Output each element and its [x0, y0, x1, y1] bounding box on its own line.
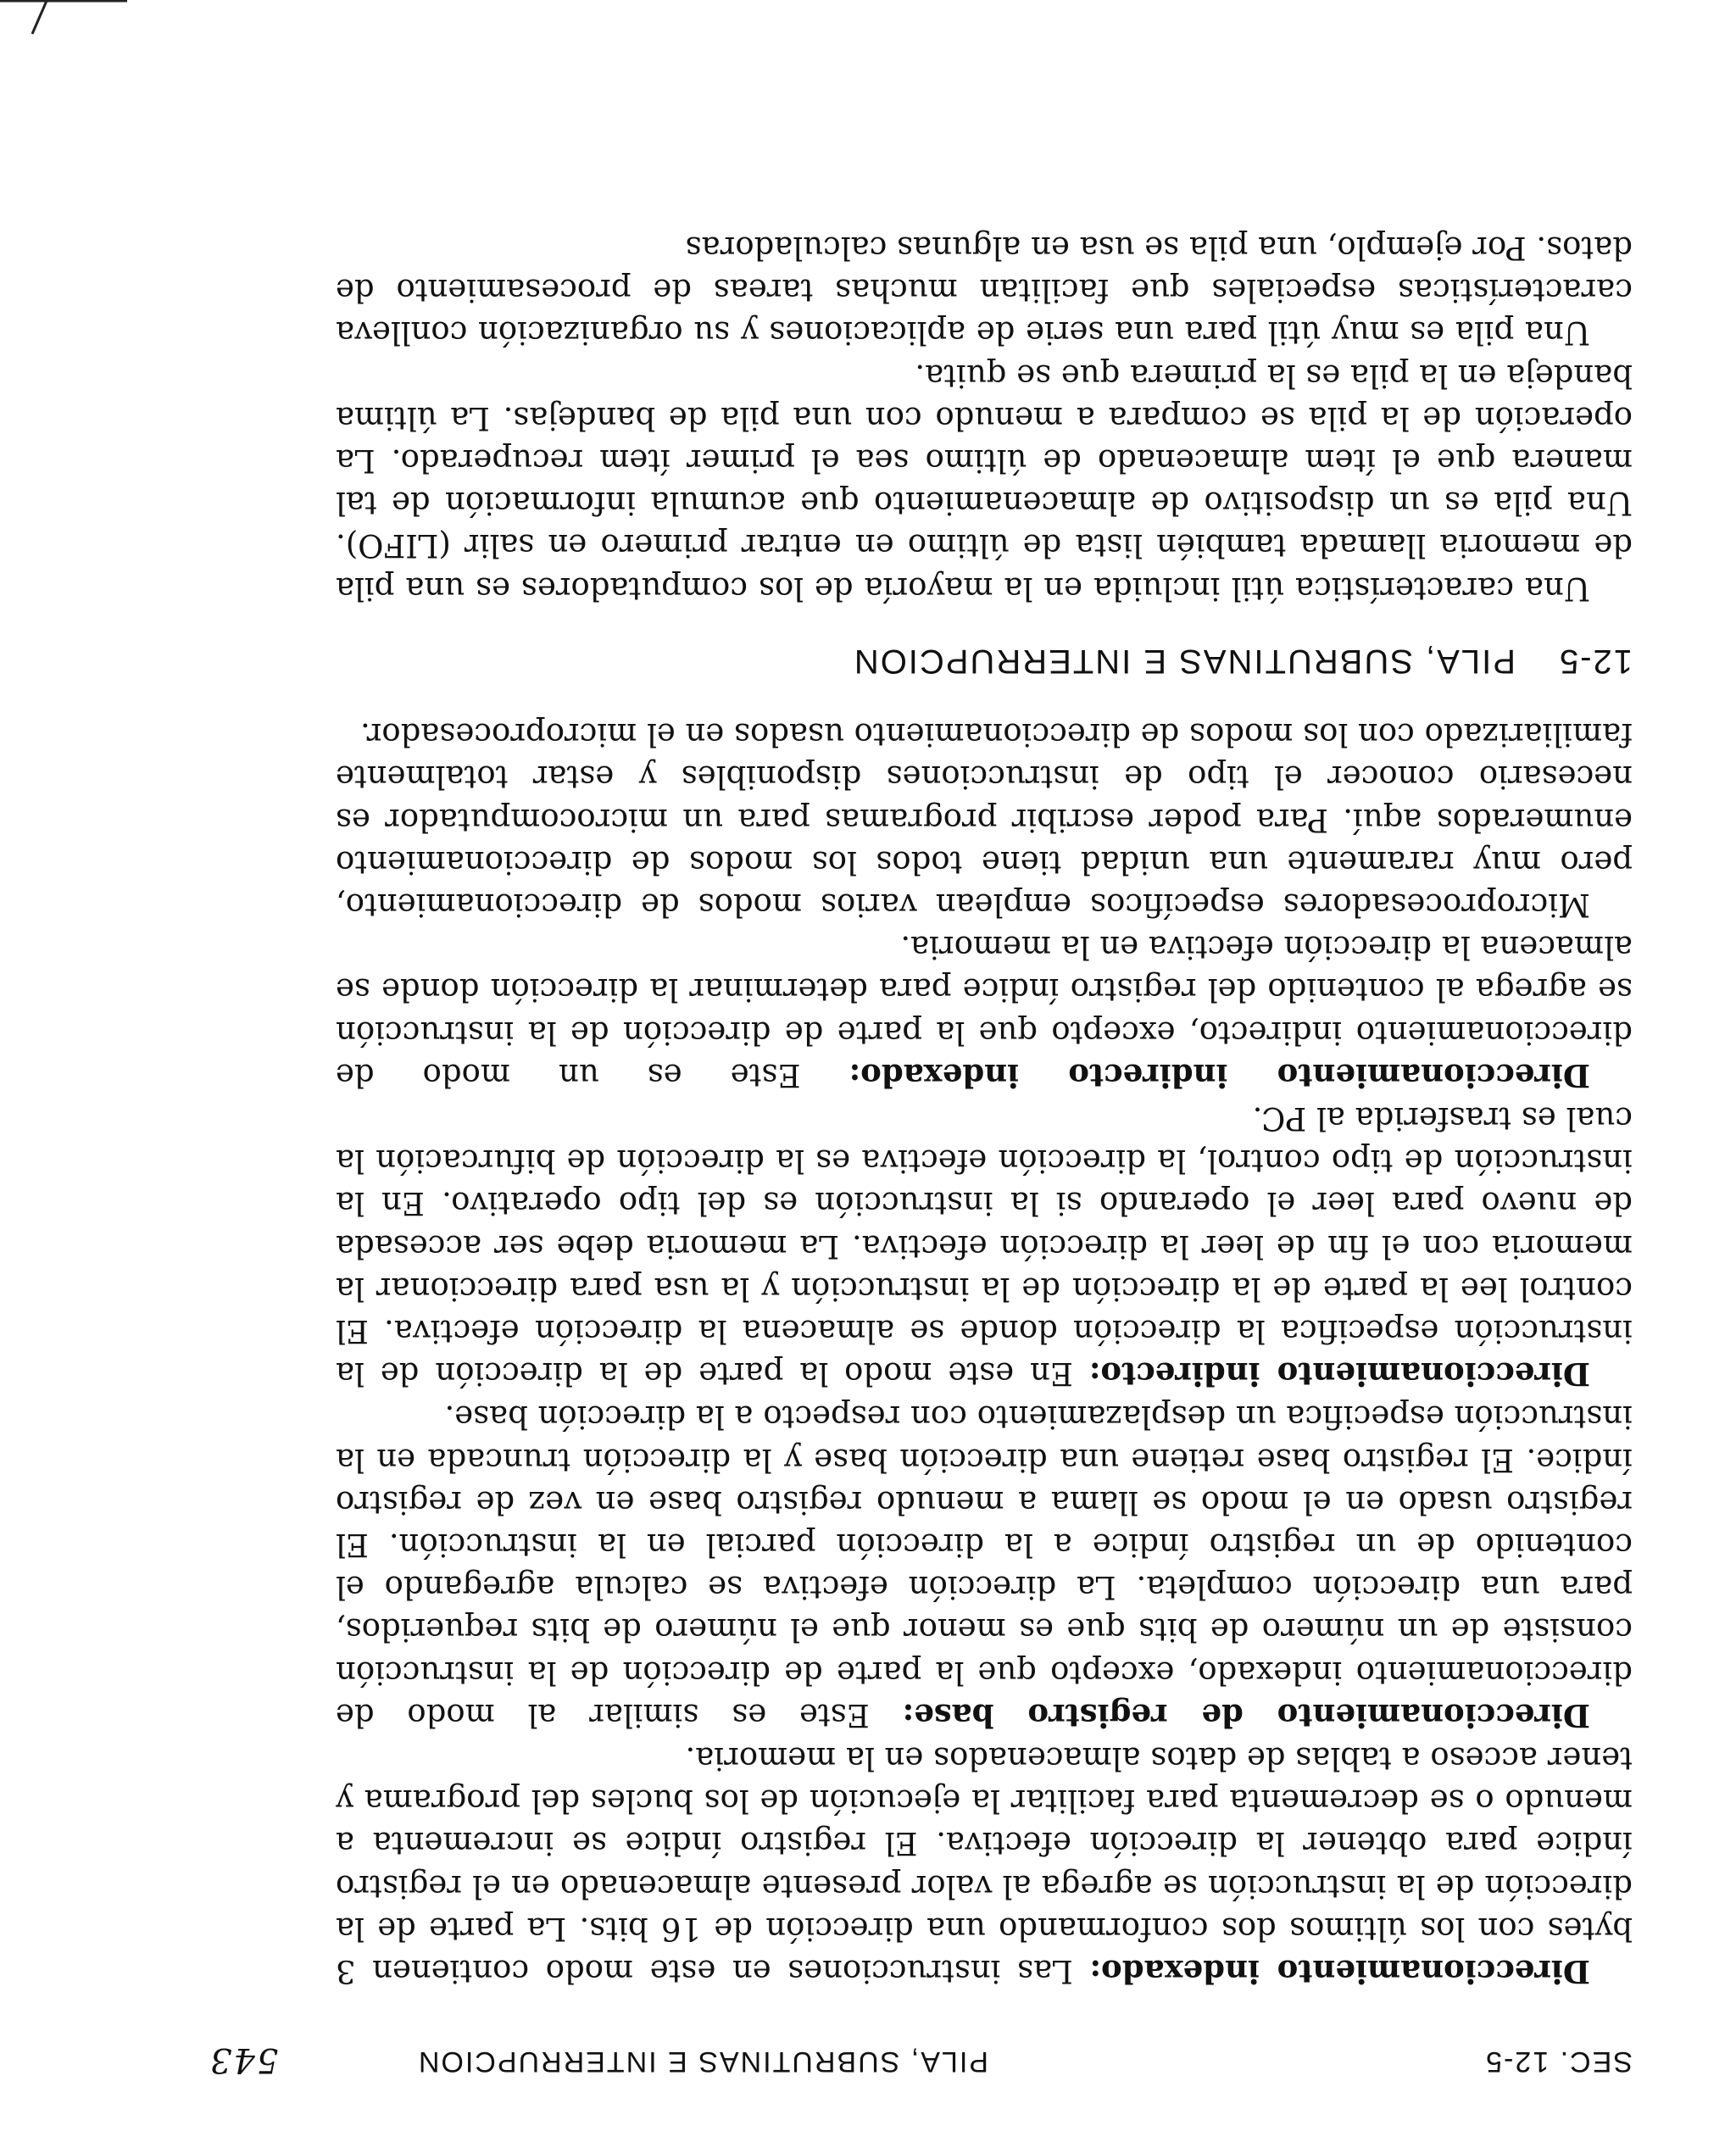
scan-edge-mark: [0, 0, 127, 38]
section-title: PILA, SUBRUTINAS E INTERRUPCION: [852, 642, 1516, 680]
paragraph-text: Microprocesadores específicos emplean varios modos de direccionamiento, pero muy raramente una unidad tiene todos los modos de direccionamiento enumerados aquí. Para poder escribir programas para un microcomputador es necesario conocer el tipo de instrucciones disponibles y estar totalmente familiarizado con los modos de direccionamiento usados en el microprocesador.: [336, 716, 1633, 923]
paragraph-indirect-addressing: [336, 1097, 1633, 1395]
term-indexed-indirect-addressing: Direccionamiento indirecto indexado:: [849, 1056, 1590, 1094]
paragraph-stack-intro: [336, 353, 1633, 609]
term-indirect-addressing: Direccionamiento indirecto:: [1088, 1355, 1590, 1394]
page-number: 543: [209, 2040, 279, 2079]
paragraph-indexed-addressing: [336, 1737, 1633, 1993]
paragraph-microprocessors: [336, 713, 1633, 926]
paragraph-base-register-addressing: [336, 1395, 1633, 1737]
section-number: 12-5: [1557, 642, 1633, 680]
running-title: PILA, SUBRUTINAS E INTERRUPCION: [416, 2045, 988, 2078]
paragraph-stack-uses: [336, 226, 1633, 354]
running-head: [209, 2027, 1633, 2078]
term-base-register-addressing: Direccionamiento de registro base:: [902, 1696, 1590, 1734]
paragraph-text: Este es un modo de direccionamiento indirecto, excepto que la parte de dirección de la instrucción se agrega al contenido del registro índice para determinar la dirección donde se almacena la dirección efectiva en la memoria.: [335, 929, 1633, 1094]
section-heading: [336, 640, 1633, 682]
paragraph-text: En este modo la parte de la dirección de la instrucción especifica la dirección donde se almacena la dirección efectiva. El control lee la parte de la dirección de la instrucción y la usa para direccionar la memoria con el fin de leer la dirección efectiva. La memoria debe ser accesada de nuevo para leer el operando si la instrucción es del tipo operativo. En la instrucción de tipo control, la dirección efectiva es la dirección de bifurcación la cual es trasferida al PC.: [336, 1099, 1633, 1393]
paragraph-text: Las instrucciones en este modo contienen 3 bytes con los últimos dos conformando una dirección de 16 bits. La parte de la dirección de la instrucción se agrega al valor presente almacenado en el registro índice para obtener la dirección efectiva. El registro índice se incrementa a menudo o se decrementa para facilitar la ejecución de los bucles del programa y tener acceso a tablas de datos almacenados en la memoria.: [336, 1739, 1633, 1990]
section-label: SEC. 12-5: [1484, 2045, 1633, 2078]
paragraph-indexed-indirect-addressing: [336, 926, 1633, 1097]
term-indexed-addressing: Direccionamiento indexado:: [1089, 1953, 1590, 1990]
paragraph-text: Una pila es muy útil para una serie de aplicaciones y su organización conlleva características especiales que facilitan muchas tareas de procesamiento de datos. Por ejemplo, una pila se usa en algunas calculadoras: [336, 230, 1633, 352]
paragraph-text: Este es similar al modo de direccionamiento indexado, excepto que la parte de dirección de la instrucción consiste de un número de bits que es menor que el número de bits requeridos, para una dirección completa. La dirección efectiva se calcula agregando el contenido de un registro índice a la dirección parcial en la instrucción. El registro usado en el modo se llama a menudo registro base en vez de registro índice. El registro base retiene una dirección base y la dirección truncada en la instrucción especifica un desplazamiento con respecto a la dirección base.: [336, 1399, 1633, 1734]
body-text: [336, 226, 1633, 1993]
paragraph-text: Una característica útil incluida en la mayoría de los computadores es una pila de memoria llamada también lista de último en entrar primero en salir (LIFO). Una pila es un dispositivo de almacenamiento que acumula información de tal manera que el ítem almacenado de último sea el primer ítem recuperado. La operación de la pila se compara a menudo con una pila de bandejas. La última bandeja en la pila es la primera que se quita.: [336, 357, 1633, 607]
